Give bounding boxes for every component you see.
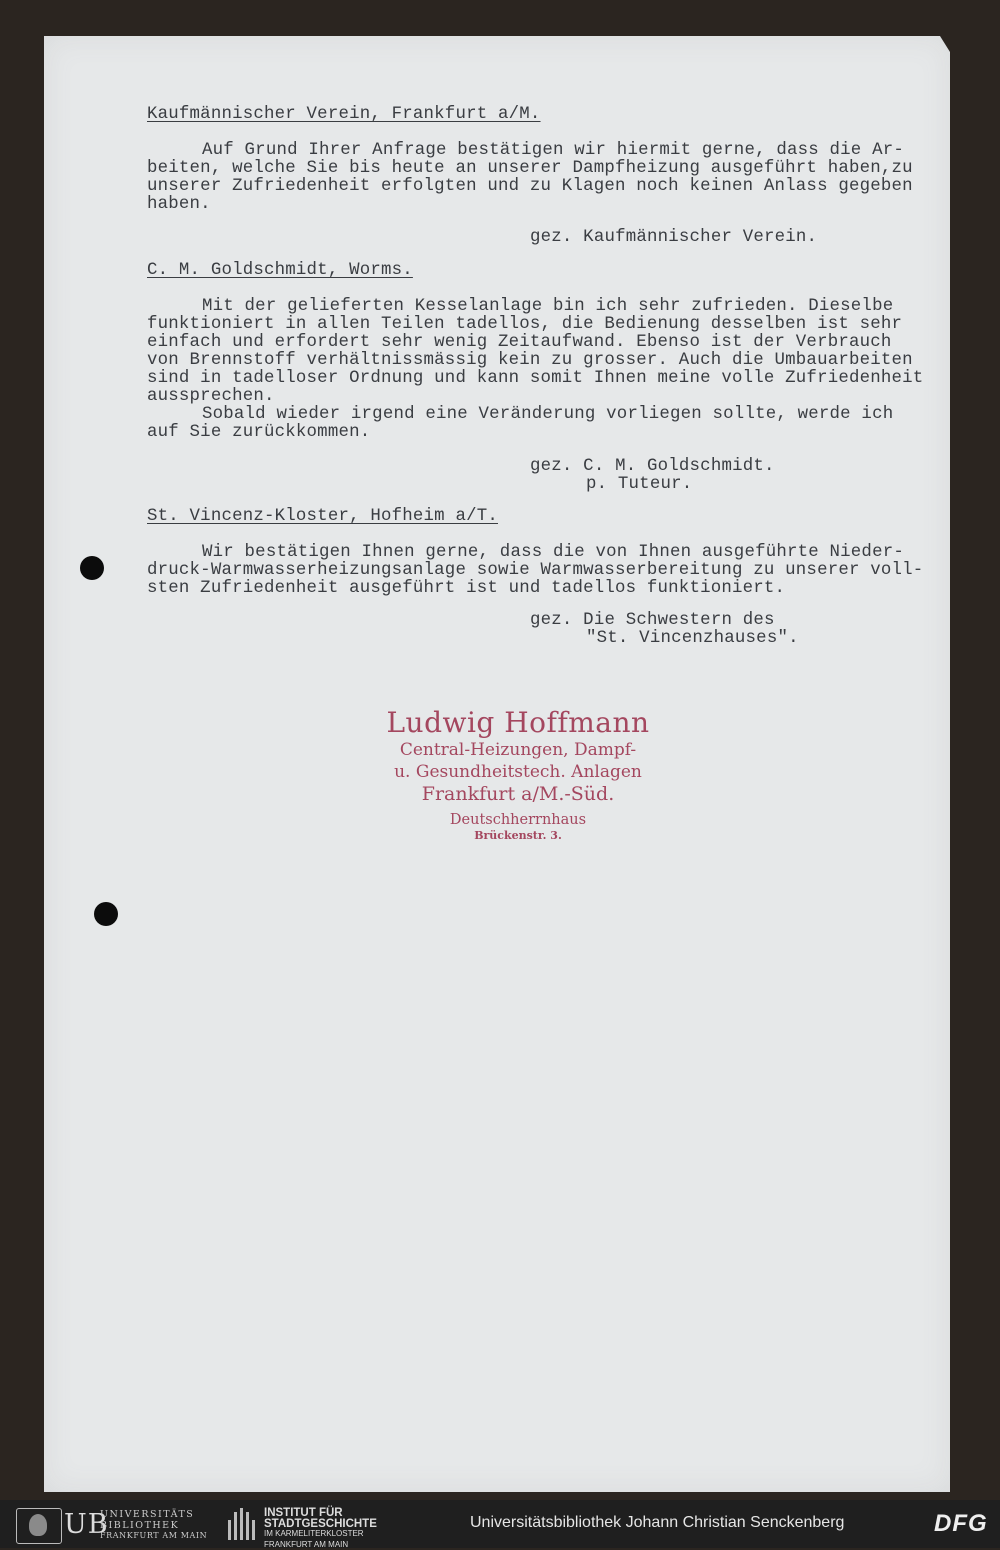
body-line: von Brennstoff verhältnissmässig kein zu grosser. Auch die Umbauarbeiten [147,352,913,370]
section-heading: C. M. Goldschmidt, Worms. [147,262,413,280]
section-heading: St. Vincenz-Kloster, Hofheim a/T. [147,508,498,526]
body-line: Auf Grund Ihrer Anfrage bestätigen wir hiermit gerne, dass die Ar- [202,142,904,160]
body-line: sten Zufriedenheit ausgeführt ist und tadellos funktioniert. [147,580,785,598]
isg-logo-icon [226,1508,256,1540]
viewer-footer [0,1500,1000,1548]
body-line: funktioniert in allen Teilen tadellos, die Bedienung desselben ist sehr [147,316,902,334]
stamp-line: Central-Heizungen, Dampf- [378,739,658,761]
stamp-company-name: Ludwig Hoffmann [378,706,658,739]
ub-portrait-icon [16,1508,62,1544]
ub-logo-text [100,1510,207,1542]
body-line: auf Sie zurückkommen. [147,424,370,442]
dfg-logo: DFG [934,1510,988,1538]
isg-logo-text [264,1508,377,1550]
body-line: Wir bestätigen Ihnen gerne, dass die von Ihnen ausgeführte Nieder- [202,544,904,562]
section-heading: Kaufmännischer Verein, Frankfurt a/M. [147,106,541,124]
ub-line: FRANKFURT AM MAIN [100,1531,207,1542]
isg-line: INSTITUT FÜR [264,1508,377,1519]
document-page [44,36,950,1492]
body-line: haben. [147,196,211,214]
stamp-line: u. Gesundheitstech. Anlagen [378,761,658,783]
signature-line: p. Tuteur. [586,476,692,494]
ub-line: UNIVERSITÄTS [100,1510,207,1521]
body-line: sind in tadelloser Ordnung und kann somit Ihnen meine volle Zufriedenheit [147,370,923,388]
stamp-line: Frankfurt a/M.-Süd. [378,783,658,805]
isg-line: STADTGESCHICHTE [264,1519,377,1530]
signature-line: gez. C. M. Goldschmidt. [530,458,775,476]
body-line: druck-Warmwasserheizungsanlage sowie Warmwasserbereitung zu unserer voll- [147,562,923,580]
body-line: aussprechen. [147,388,275,406]
isg-line: IM KARMELITERKLOSTER [264,1529,377,1540]
company-stamp [378,706,658,843]
signature-line: gez. Kaufmännischer Verein. [530,229,817,247]
ub-line: BIBLIOTHEK [100,1521,207,1532]
signature-line: gez. Die Schwestern des [530,612,775,630]
library-name: Universitätsbibliothek Johann Christian Senckenberg [470,1514,844,1532]
isg-line: FRANKFURT AM MAIN [264,1540,377,1550]
stamp-line: Deutschherrnhaus [378,811,658,829]
body-line: Mit der gelieferten Kesselanlage bin ich sehr zufrieden. Dieselbe [202,298,893,316]
body-line: Sobald wieder irgend eine Veränderung vorliegen sollte, werde ich [202,406,893,424]
ub-logo-letters: UB [64,1509,109,1540]
body-line: einfach und erfordert sehr wenig Zeitaufwand. Ebenso ist der Verbrauch [147,334,892,352]
body-line: beiten, welche Sie bis heute an unserer Dampfheizung ausgeführt haben,zu [147,160,913,178]
signature-line: "St. Vincenzhauses". [586,630,799,648]
body-line: unserer Zufriedenheit erfolgten und zu Klagen noch keinen Anlass gegeben [147,178,913,196]
stamp-line: Brückenstr. 3. [378,829,658,843]
